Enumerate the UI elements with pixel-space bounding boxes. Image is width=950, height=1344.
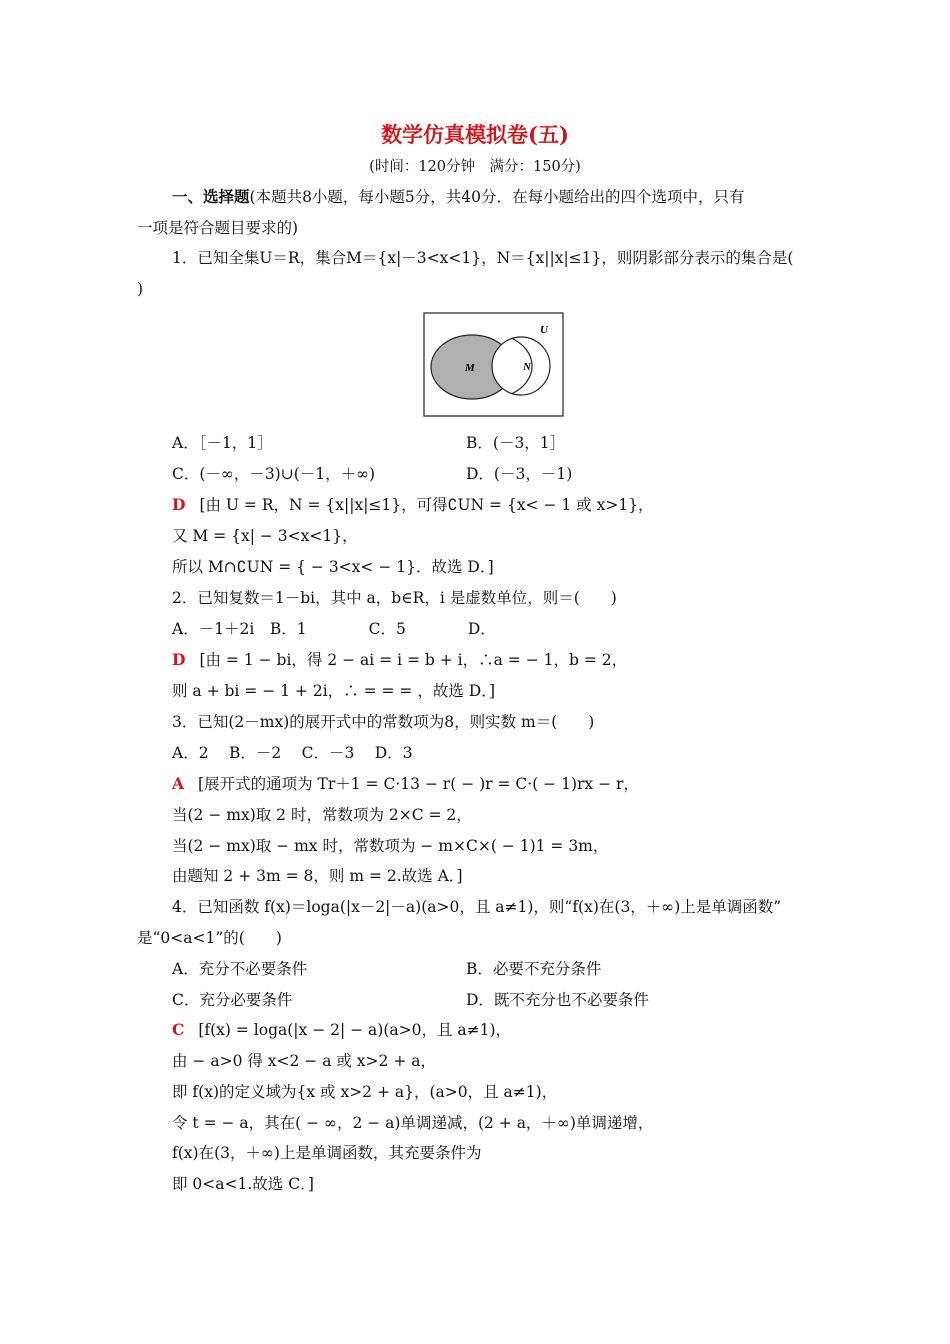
q3-stem: 3．已知(2－mx)的展开式中的常数项为8，则实数 m＝( ) bbox=[172, 713, 595, 731]
q3-solution-line4: 由题知 2 + 3m = 8，则 m = 2.故选 A．] bbox=[172, 867, 463, 885]
q3-options: A．2 B．－2 C．－3 D．3 bbox=[172, 744, 413, 762]
m-label: M bbox=[465, 362, 475, 374]
section-intro-text: (本题共8小题，每小题5分，共40分．在每小题给出的四个选项中，只有 bbox=[249, 188, 745, 206]
q1-solution bbox=[172, 495, 654, 515]
q4-solution-line1: [f(x) = loga(|x − 2| − a)(a>0，且 a≠1)， bbox=[198, 1021, 512, 1039]
set-n-circle bbox=[492, 337, 550, 395]
q3-solution-line3: 当(2 − mx)取 − mx 时，常数项为 − m×C×( − 1)1 = 3m， bbox=[172, 837, 609, 855]
q4-option-a: A．充分不必要条件 bbox=[172, 960, 308, 978]
section-intro-cont: 一项是符合题目要求的) bbox=[137, 219, 299, 237]
q4-stem-cont: 是“0<a<1”的( ) bbox=[137, 929, 282, 947]
venn-diagram bbox=[423, 312, 565, 418]
page-title: 数学仿真模拟卷(五) bbox=[381, 122, 569, 147]
q3-solution-line2: 当(2 − mx)取 2 时，常数项为 2×C = 2， bbox=[172, 806, 472, 824]
q2-answer: D bbox=[172, 650, 186, 669]
q2-solution bbox=[172, 650, 627, 670]
q4-option-d: D．既不充分也不必要条件 bbox=[466, 991, 649, 1009]
q1-solution-line3: 所以 M∩∁UN = { − 3<x< − 1}．故选 D．] bbox=[172, 558, 494, 576]
q2-stem: 2．已知复数＝1－bi，其中 a，b∈R，i 是虚数单位，则＝( ) bbox=[172, 589, 617, 607]
q4-option-b: B．必要不充分条件 bbox=[466, 960, 602, 978]
q4-solution-line5: f(x)在(3，＋∞)上是单调函数，其充要条件为 bbox=[172, 1144, 482, 1162]
q4-option-c: C．充分必要条件 bbox=[172, 991, 293, 1009]
q4-solution-line4: 令 t = − a，其在( − ∞，2 − a)单调递减，(2 + a，＋∞)单调递增， bbox=[172, 1114, 654, 1132]
exam-info: (时间：120分钟 满分：150分) bbox=[369, 159, 581, 175]
u-label: U bbox=[540, 324, 548, 336]
q4-solution bbox=[172, 1020, 511, 1040]
q1-stem-cont: ) bbox=[137, 280, 144, 298]
q3-answer: A bbox=[172, 774, 185, 793]
q4-solution-line6: 即 0<a<1.故选 C．] bbox=[172, 1175, 314, 1193]
q4-answer: C bbox=[172, 1020, 185, 1039]
q1-option-b: B．(－3，1］ bbox=[466, 434, 566, 452]
q4-solution-line3: 即 f(x)的定义域为{x 或 x>2 + a}，(a>0，且 a≠1)， bbox=[172, 1083, 558, 1101]
section-intro bbox=[172, 187, 745, 207]
q3-solution-line1: [展开式的通项为 Tr＋1 = C·13 − r( − )r = C·( − 1)rx − r， bbox=[198, 775, 639, 793]
q2-options: A．－1＋2i B．1 C．5 D． bbox=[172, 620, 496, 638]
n-label: N bbox=[523, 361, 531, 373]
q2-solution-line1: [由 = 1 − bi，得 2 − ai = i = b + i，∴a = − 1，b = 2， bbox=[199, 651, 628, 669]
q3-solution bbox=[172, 774, 639, 794]
q1-solution-line2: 又 M = {x| − 3<x<1}， bbox=[172, 527, 358, 545]
q1-option-a: A．［－1，1］ bbox=[172, 434, 273, 452]
q1-answer: D bbox=[172, 495, 186, 514]
q4-solution-line2: 由 − a>0 得 x<2 − a 或 x>2 + a， bbox=[172, 1052, 436, 1070]
q2-solution-line2: 则 a + bi = − 1 + 2i，∴ = = = ，故选 D．] bbox=[172, 682, 495, 700]
q1-option-d: D．(－3，－1) bbox=[466, 465, 573, 483]
q4-stem: 4．已知函数 f(x)＝loga(|x－2|－a)(a>0，且 a≠1)，则“f(x)在(3，＋∞)上是单调函数” bbox=[172, 898, 782, 916]
q1-option-c: C．(－∞，－3)∪(－1，＋∞) bbox=[172, 465, 376, 483]
q1-stem: 1．已知全集U＝R，集合M＝{x|－3<x<1}，N＝{x||x|≤1}，则阴影部分表示的集合是( bbox=[172, 249, 794, 267]
q1-solution-line1: [由 U = R，N = {x||x|≤1}，可得∁UN = {x< − 1 或 x>1}， bbox=[199, 496, 654, 514]
section-heading: 一、选择题 bbox=[172, 187, 250, 206]
